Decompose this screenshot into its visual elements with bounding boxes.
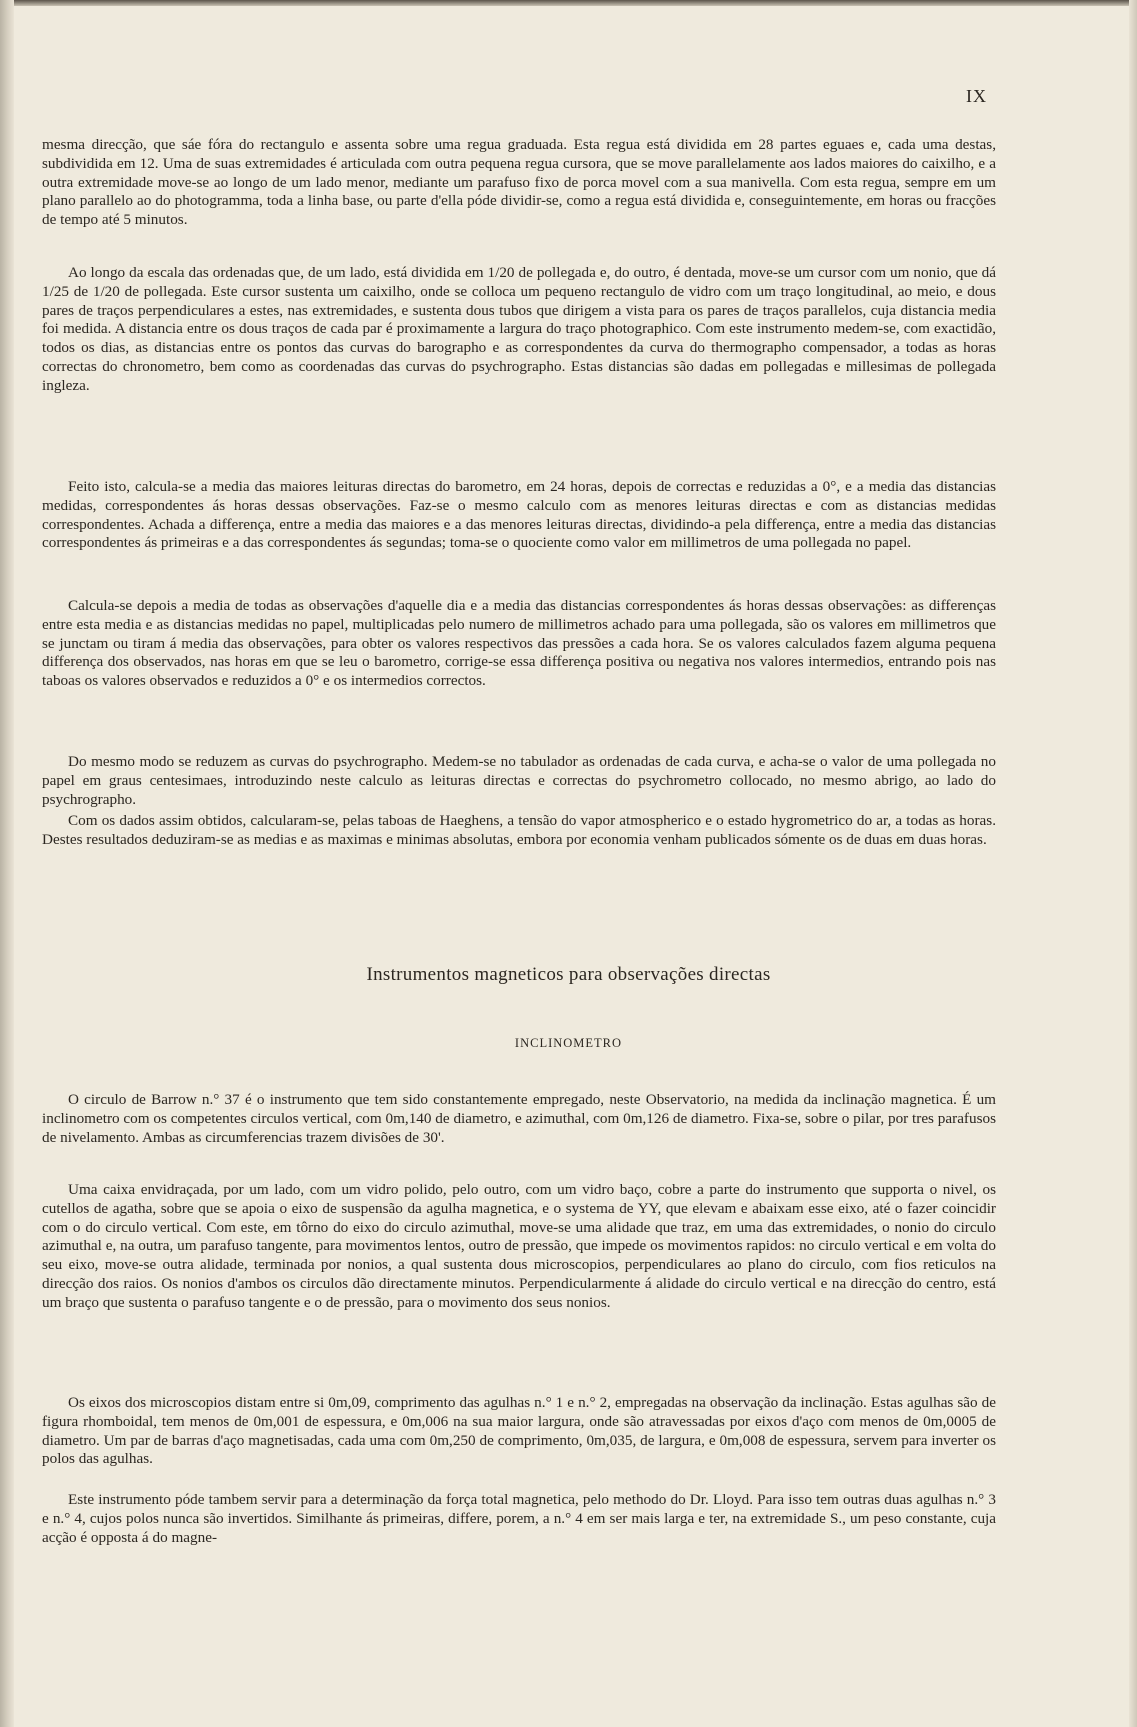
section-heading: Instrumentos magneticos para observações directas [366,964,771,985]
subsection-heading: INCLINOMETRO [514,1036,623,1050]
book-spine-shadow [0,0,14,1727]
page-top-edge [0,0,1137,6]
paragraph-caixa-envidracada: Uma caixa envidraçada, por um lado, com um vidro polido, pelo outro, com um vidro baço, cobre a parte do instrumento que supporta o nivel, os cutellos de agatha, sobre que se apoia o eixo de suspensão da agulha magnetica, e o systema de YY, que elevam e abaixam esse eixo, até o fazer coincidir com o do circulo vertical. Com este, em tôrno do eixo do circulo azimuthal, move-se uma alidade que traz, em uma das extremidades, o nonio do circulo azimuthal e, na outra, um parafuso tangente, para movimentos lentos, outro de pressão, que impede os movimentos rapidos: no circulo vertical e em volta do seu eixo, move-se outra alidade, terminada por nonios, a qual sustenta dous microscopios, perpendiculares ao plano do circulo, com fios reticulos na direcção dos raios. Os nonios d'ambos os circulos dão directamente minutos. Perpendicularmente á alidade do circulo vertical e na direcção do centro, está um braço que sustenta o parafuso tangente e o de pressão, para o movimento dos seus nonios. [42,1181,996,1311]
paragraph-psychrographo: Do mesmo modo se reduzem as curvas do psychrographo. Medem-se no tabulador as ordenadas de cada curva, e acha-se o valor de uma pollegada no papel em graus centesimaes, introduzindo neste calculo as leituras directas e correctas do psychrometro collocado, no mesmo abrigo, ao lado do psychrographo. [42,753,996,808]
paragraph-ordenadas: Ao longo da escala das ordenadas que, de um lado, está dividida em 1/20 de pollegada e, do outro, é dentada, move-se um cursor com um nonio, que dá 1/25 de 1/20 de pollegada. Este cursor sustenta um caixilho, onde se colloca um pequeno rectangulo de vidro com um traço longitudinal, ao meio, e dous pares de traços perpendiculares a estes, nas extremidades, e sustenta dous tubos que dirigem a vista para os pares de traços parallelos, cuja distancia media foi medida. A distancia entre os dous traços de cada par é proximamente a largura do traço photographico. Com este instrumento medem-se, com exactidão, todos os dias, as distancias entre os pontos das curvas do barographo e as correspondentes da curva do thermographo compensador, a todas as horas correctas do chronometro, bem como as coordenadas das curvas do psychrographo. Estas distancias são dadas em pollegadas e millesimas de pollegada ingleza. [42,264,996,394]
paragraph-microscopios: Os eixos dos microscopios distam entre si 0m,09, comprimento das agulhas n.° 1 e n.° 2, empregadas na observação da inclinação. Estas agulhas são de figura rhomboidal, tem menos de 0m,001 de espessura, e 0m,006 na sua maior largura, onde são atravessadas por eixos d'aço com menos de 0m,0005 de diametro. Um par de barras d'aço magnetisadas, cada uma com 0m,250 de comprimento, 0m,035, de largura, e 0m,008 de espessura, servem para inverter os polos das agulhas. [42,1394,996,1468]
page-number: IX [966,86,987,106]
paragraph-circulo-barrow: O circulo de Barrow n.° 37 é o instrumento que tem sido constantemente empregado, neste Observatorio, na medida da inclinação magnetica. É um inclinometro com os competentes circulos vertical, com 0m,140 de diametro, e azimuthal, com 0m,126 de diametro. Fixa-se, sobre o pilar, por tres parafusos de nivelamento. Ambas as circumferencias trazem divisões de 30'. [42,1091,996,1146]
paragraph-differencas: Calcula-se depois a media de todas as observações d'aquelle dia e a media das distancias correspondentes ás horas dessas observações: as differenças entre esta media e as distancias medidas no papel, multiplicadas pelo numero de millimetros achado para uma pollegada, são os valores em millimetros que se junctam ou tiram á media das observações, para obter os valores respectivos das pressões a cada hora. Se os valores calculados fazem alguma pequena differença dos observados, nas horas em que se leu o barometro, corrige-se essa differença positiva ou negativa nos valores intermedios, entrando pois nas taboas os valores observados e reduzidos a 0° e os intermedios correctos. [42,597,996,690]
paragraph-forca-total: Este instrumento póde tambem servir para a determinação da força total magnetica, pelo methodo do Dr. Lloyd. Para isso tem outras duas agulhas n.° 3 e n.° 4, cujos polos nunca são invertidos. Similhante ás primeiras, differe, porem, a n.° 4 em ser mais larga e ter, na extremidade S., um peso constante, cuja acção é opposta á do magne- [42,1491,996,1546]
paragraph-regua: mesma direcção, que sáe fóra do rectangulo e assenta sobre uma regua graduada. Esta regua está dividida em 28 partes eguaes e, cada uma destas, subdividida em 12. Uma de suas extremidades é articulada com outra pequena regua cursora, que se move parallelamente aos lados maiores do caixilho, e a outra extremidade move-se ao longo de um lado menor, mediante um parafuso fixo de porca movel com a sua manivella. Com esta regua, sempre em um plano parallelo ao do photogramma, toda a linha base, ou parte d'ella póde dividir-se, como a regua está dividida e, conseguintemente, em horas ou fracções de tempo até 5 minutos. [42,136,996,229]
paragraph-calculo-media: Feito isto, calcula-se a media das maiores leituras directas do barometro, em 24 horas, depois de correctas e reduzidas a 0°, e a media das distancias medidas, correspondentes ás horas dessas observações. Faz-se o mesmo calculo com as menores leituras directas e com as distancias medidas correspondentes. Achada a differença, entre a media das maiores e a das menores leituras directas, dividindo-a pela differença, entre a media das distancias correspondentes ás primeiras e a das correspondentes ás segundas; toma-se o quociente como valor em millimetros de uma pollegada no papel. [42,478,996,552]
paragraph-haeghens: Com os dados assim obtidos, calcularam-se, pelas taboas de Haeghens, a tensão do vapor atmospherico e o estado hygrometrico do ar, a todas as horas. Destes resultados deduziram-se as medias e as maximas e minimas absolutas, embora por economia venham publicados sómente os de duas em duas horas. [42,812,996,848]
page-right-edge [1129,0,1137,1727]
